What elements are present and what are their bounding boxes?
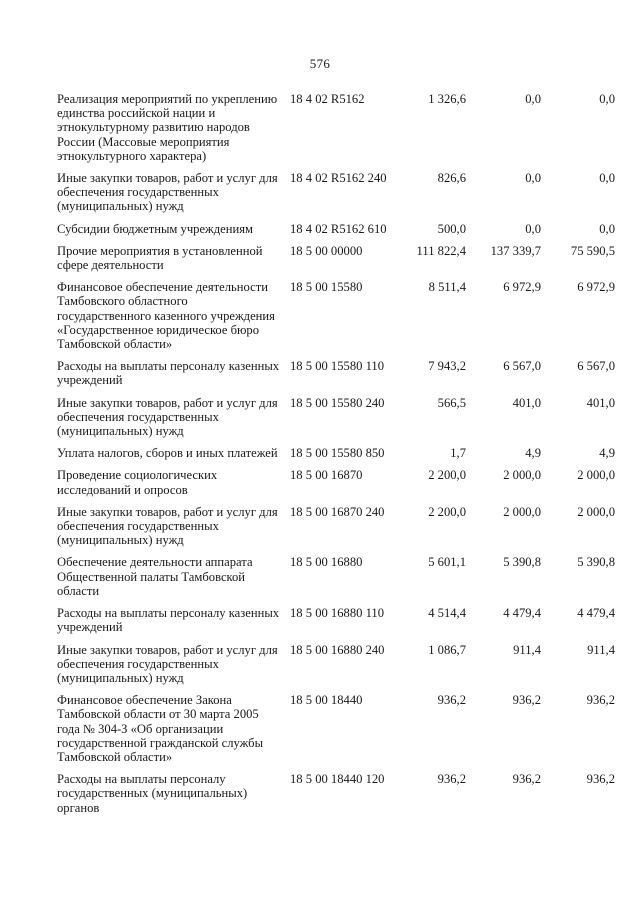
row-value-2: 911,4 <box>513 642 541 657</box>
row-value-1: 826,6 <box>437 171 466 186</box>
row-value-3: 0,0 <box>599 92 615 106</box>
row-value-2: 0,0 <box>525 171 541 186</box>
row-value-1: 500,0 <box>437 221 466 236</box>
row-name: Иные закупки товаров, работ и услуг для обеспечения государственных (муниципальных) нужд <box>57 171 278 214</box>
row-name: Уплата налогов, сборов и иных платежей <box>57 446 278 461</box>
row-code: 18 5 00 15580 850 <box>290 446 385 461</box>
row-value-1: 1 326,6 <box>428 92 466 106</box>
table-row <box>57 396 617 439</box>
row-code: 18 5 00 16870 240 <box>290 504 385 519</box>
row-value-2: 137 339,7 <box>490 243 541 258</box>
row-value-1: 936,2 <box>437 772 466 787</box>
row-value-3: 4 479,4 <box>577 606 615 621</box>
table-row <box>57 222 617 236</box>
row-name: Расходы на выплаты персоналу государственных (муниципальных) органов <box>57 772 248 815</box>
row-name: Иные закупки товаров, работ и услуг для обеспечения государственных (муниципальных) нужд <box>57 395 278 439</box>
row-value-1: 8 511,4 <box>428 280 466 295</box>
row-value-1: 2 200,0 <box>428 468 466 483</box>
table-row <box>57 606 617 634</box>
row-name: Реализация мероприятий по укреплению единства российской нации и этнокультурному развитию народов России (Массовые мероприятия этнокультурного характера) <box>57 92 278 163</box>
row-name: Иные закупки товаров, работ и услуг для обеспечения государственных (муниципальных) нужд <box>57 642 278 685</box>
table-row <box>57 359 617 387</box>
table-row <box>57 280 617 351</box>
row-value-2: 6 567,0 <box>503 359 541 374</box>
row-value-3: 0,0 <box>599 171 615 186</box>
row-name: Проведение социологических исследований и опросов <box>57 468 218 497</box>
row-value-2: 0,0 <box>525 92 541 106</box>
row-code: 18 4 02 R5162 610 <box>290 221 387 236</box>
table-row <box>57 772 617 815</box>
row-name: Прочие мероприятия в установленной сфере деятельности <box>57 243 263 273</box>
row-value-2: 2 000,0 <box>503 468 541 483</box>
row-value-1: 111 822,4 <box>416 243 466 258</box>
row-code: 18 5 00 15580 110 <box>290 359 384 374</box>
row-code: 18 5 00 16880 110 <box>290 606 384 621</box>
row-value-3: 4,9 <box>599 446 615 461</box>
row-name: Финансовое обеспечение деятельности Тамбовского областного государственного казенного учреждения «Государственное юридическое бюро Тамбовской области» <box>57 280 275 352</box>
table-row <box>57 693 617 764</box>
row-name: Обеспечение деятельности аппарата Общественной палаты Тамбовской области <box>57 555 253 598</box>
row-value-3: 6 567,0 <box>577 359 615 374</box>
row-value-2: 5 390,8 <box>503 555 541 570</box>
table-row <box>57 446 617 460</box>
row-value-1: 7 943,2 <box>428 359 466 374</box>
row-value-1: 5 601,1 <box>428 555 466 570</box>
row-code: 18 5 00 16870 <box>290 468 363 483</box>
row-code: 18 4 02 R5162 240 <box>290 171 387 186</box>
table-row <box>57 171 617 214</box>
table-row <box>57 92 617 163</box>
row-name: Расходы на выплаты персоналу казенных учреждений <box>57 359 280 388</box>
row-value-2: 936,2 <box>512 693 541 708</box>
table-row <box>57 643 617 686</box>
row-value-3: 5 390,8 <box>577 555 615 570</box>
row-value-3: 401,0 <box>586 395 615 410</box>
row-value-3: 936,2 <box>586 772 615 787</box>
row-value-3: 75 590,5 <box>570 243 615 258</box>
row-name: Финансовое обеспечение Закона Тамбовской области от 30 марта 2005 года № 304-З «Об организации государственной гражданской службы Тамбовской области» <box>57 693 264 764</box>
table-row <box>57 244 617 272</box>
row-value-3: 936,2 <box>586 693 615 708</box>
row-value-1: 1,7 <box>450 446 466 461</box>
budget-table <box>57 92 617 823</box>
row-code: 18 5 00 15580 240 <box>290 395 385 410</box>
row-value-3: 6 972,9 <box>577 280 615 295</box>
row-value-1: 2 200,0 <box>428 504 466 519</box>
row-value-1: 4 514,4 <box>428 606 466 621</box>
row-code: 18 5 00 16880 240 <box>290 642 385 657</box>
row-value-3: 2 000,0 <box>577 504 615 519</box>
table-row <box>57 555 617 598</box>
row-value-1: 1 086,7 <box>428 642 466 657</box>
row-code: 18 5 00 00000 <box>290 243 363 258</box>
row-value-2: 6 972,9 <box>503 280 541 295</box>
row-value-1: 566,5 <box>437 395 466 410</box>
row-value-2: 2 000,0 <box>503 504 541 519</box>
row-name: Иные закупки товаров, работ и услуг для обеспечения государственных (муниципальных) нужд <box>57 504 278 548</box>
row-value-2: 936,2 <box>512 772 541 787</box>
row-value-3: 2 000,0 <box>577 468 615 483</box>
row-code: 18 5 00 15580 <box>290 280 363 295</box>
row-value-3: 0,0 <box>599 221 615 236</box>
row-code: 18 5 00 16880 <box>290 555 363 570</box>
table-row <box>57 468 617 496</box>
row-value-2: 401,0 <box>512 395 541 410</box>
row-value-2: 4,9 <box>525 446 541 461</box>
row-value-1: 936,2 <box>437 693 466 708</box>
table-row <box>57 505 617 548</box>
row-code: 18 5 00 18440 120 <box>290 772 385 787</box>
page-number: 576 <box>309 56 331 71</box>
row-name: Расходы на выплаты персоналу казенных учреждений <box>57 606 280 635</box>
row-value-2: 4 479,4 <box>503 606 541 621</box>
row-code: 18 4 02 R5162 <box>290 92 365 106</box>
row-code: 18 5 00 18440 <box>290 693 363 708</box>
row-value-2: 0,0 <box>525 221 541 236</box>
row-name: Субсидии бюджетным учреждениям <box>57 221 253 236</box>
row-value-3: 911,4 <box>587 642 615 657</box>
